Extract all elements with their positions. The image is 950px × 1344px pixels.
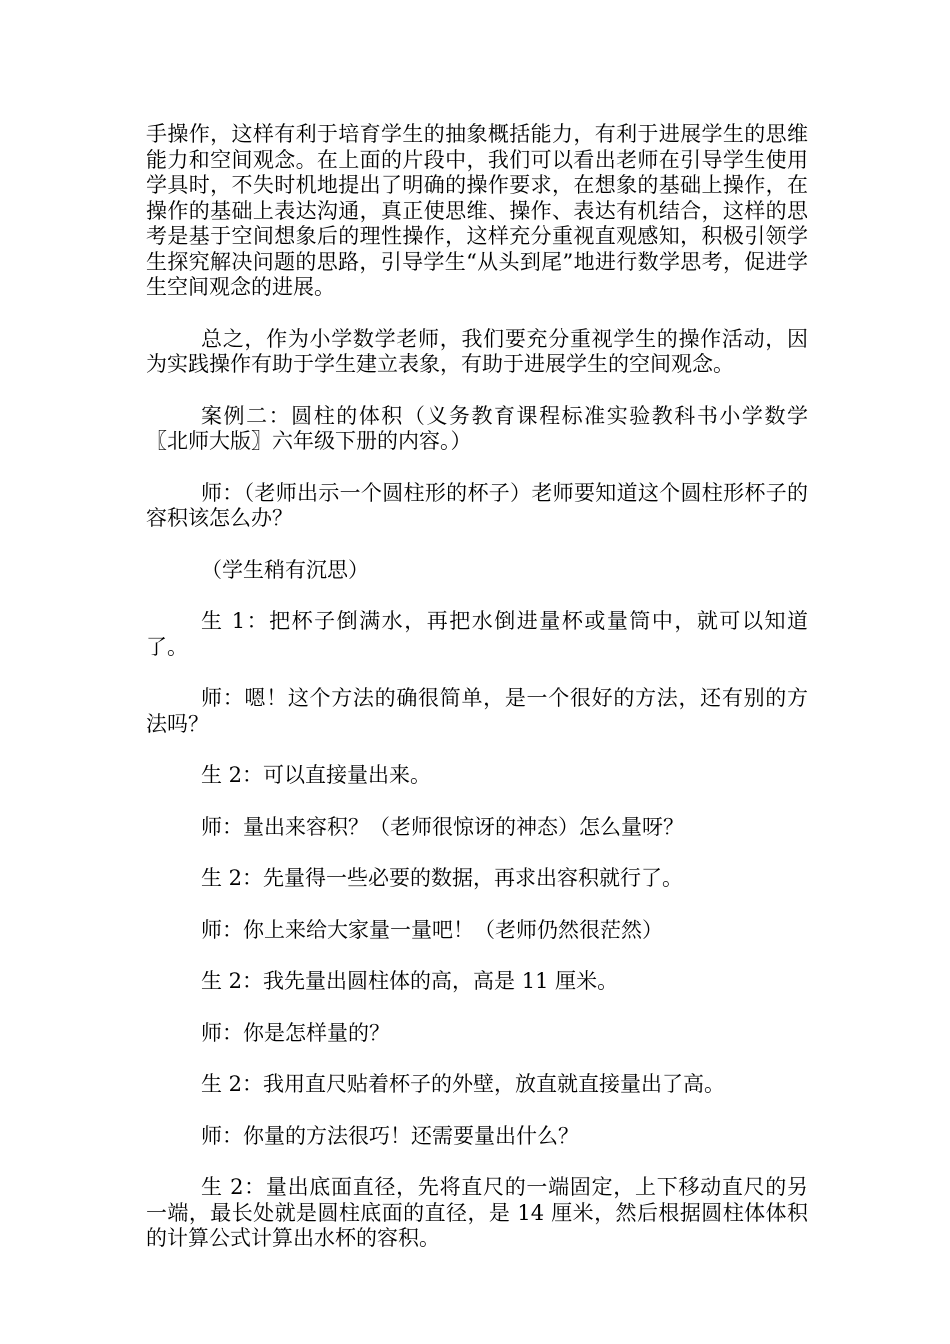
document-page <box>146 122 808 1252</box>
paragraph-student2-height: 生 2：我先量出圆柱体的高，高是 11 厘米。 <box>201 969 619 993</box>
paragraph-students-think: （学生稍有沉思） <box>201 557 369 582</box>
paragraph-teacher-praise: 师：你量的方法很巧！还需要量出什么？ <box>201 1123 579 1148</box>
paragraph-teacher-invite: 师：你上来给大家量一量吧！（老师仍然很茫然） <box>201 917 663 942</box>
paragraph-student2-diameter: 生 2：量出底面直径，先将直尺的一端固定，上下移动直尺的另一端，最长处就是圆柱底面的直径，是 14 厘米，然后根据圆柱体体积的计算公式计算出水杯的容积。 <box>146 1175 808 1250</box>
paragraph-case-two-title: 案例二：圆柱的体积（义务教育课程标准实验教科书小学数学〖北师大版〗六年级下册的内容。） <box>146 403 808 453</box>
paragraph-student2-measure: 生 2：可以直接量出来。 <box>201 763 432 787</box>
paragraph-teacher-response: 师：嗯！这个方法的确很简单，是一个很好的方法，还有别的方法吗？ <box>146 686 808 736</box>
paragraph-teacher-surprised: 师：量出来容积？（老师很惊讶的神态）怎么量呀？ <box>201 814 684 839</box>
paragraph-conclusion: 总之，作为小学数学老师，我们要充分重视学生的操作活动，因为实践操作有助于学生建立表象，有助于进展学生的空间观念。 <box>146 326 808 376</box>
paragraph-student2-data: 生 2：先量得一些必要的数据，再求出容积就行了。 <box>201 866 684 890</box>
paragraph-student1-answer: 生 1：把杯子倒满水，再把水倒进量杯或量筒中，就可以知道了。 <box>146 609 808 659</box>
paragraph-teacher-how: 师：你是怎样量的？ <box>201 1020 390 1045</box>
paragraph-student2-ruler: 生 2：我用直尺贴着杯子的外壁，放直就直接量出了高。 <box>201 1072 726 1096</box>
paragraph-operation-summary: 手操作，这样有利于培育学生的抽象概括能力，有利于进展学生的思维能力和空间观念。在上面的片段中，我们可以看出老师在引导学生使用学具时，不失时机地提出了明确的操作要求，在想象的基础上操作，在操作的基础上表达沟通，真正使思维、操作、表达有机结合，这样的思考是基于空间想象后的理性操作，这样充分重视直观感知，积极引领学生探究解决问题的思路，引导学生“从头到尾”地进行数学思考，促进学生空间观念的进展。 <box>146 122 808 299</box>
paragraph-teacher-question: 师：（老师出示一个圆柱形的杯子）老师要知道这个圆柱形杯子的容积该怎么办？ <box>146 480 808 530</box>
